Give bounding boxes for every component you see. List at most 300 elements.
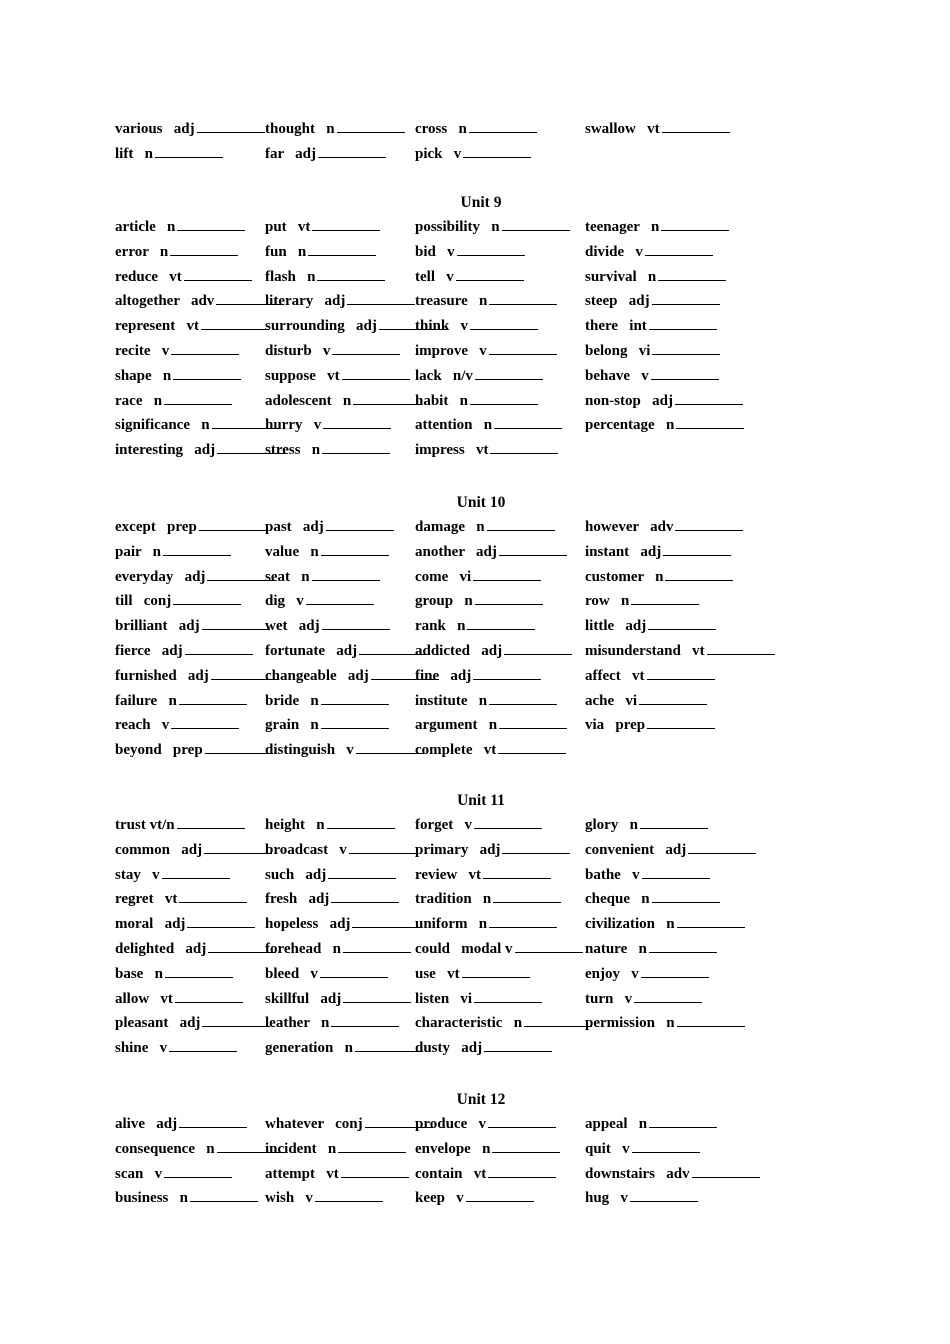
answer-blank[interactable] xyxy=(658,266,726,281)
answer-blank[interactable] xyxy=(169,1037,237,1052)
answer-blank[interactable] xyxy=(331,888,399,903)
answer-blank[interactable] xyxy=(202,1012,270,1027)
answer-blank[interactable] xyxy=(469,118,537,133)
answer-blank[interactable] xyxy=(462,963,530,978)
answer-blank[interactable] xyxy=(343,988,411,1003)
answer-blank[interactable] xyxy=(164,390,232,405)
vocab-word: tradition n xyxy=(415,891,492,908)
answer-blank[interactable] xyxy=(524,1012,592,1027)
vocab-entry xyxy=(265,540,389,565)
vocab-word: customer n xyxy=(585,568,664,585)
answer-blank[interactable] xyxy=(317,266,385,281)
vocab-entry xyxy=(115,142,223,167)
vocab-entry xyxy=(265,1112,433,1137)
vocab-entry xyxy=(265,639,427,664)
answer-blank[interactable] xyxy=(649,1113,717,1128)
vocab-entry xyxy=(265,265,385,290)
vocab-word: bride n xyxy=(265,692,319,709)
vocab-entry xyxy=(265,614,390,639)
answer-blank[interactable] xyxy=(163,541,231,556)
vocab-word: permission n xyxy=(585,1015,675,1032)
vocab-entry xyxy=(115,589,241,614)
vocab-word: moral adj xyxy=(115,916,186,933)
vocab-entry xyxy=(415,1186,534,1211)
vocab-word: convenient adj xyxy=(585,841,687,858)
answer-blank[interactable] xyxy=(463,143,531,158)
answer-blank[interactable] xyxy=(323,414,391,429)
answer-blank[interactable] xyxy=(342,365,410,380)
vocab-entry xyxy=(115,515,267,540)
answer-blank[interactable] xyxy=(202,615,270,630)
vocab-word: enjoy v xyxy=(585,965,639,982)
vocab-entry xyxy=(585,265,726,290)
answer-blank[interactable] xyxy=(308,241,376,256)
vocab-row xyxy=(115,887,855,912)
answer-blank[interactable] xyxy=(456,266,524,281)
answer-blank[interactable] xyxy=(352,913,420,928)
vocab-entry xyxy=(115,1036,237,1061)
vocab-entry xyxy=(415,689,557,714)
answer-blank[interactable] xyxy=(187,913,255,928)
answer-blank[interactable] xyxy=(318,143,386,158)
vocab-entry xyxy=(415,1137,560,1162)
vocab-entry xyxy=(115,1011,270,1036)
vocab-word: behave v xyxy=(585,367,649,384)
answer-blank[interactable] xyxy=(676,414,744,429)
answer-blank[interactable] xyxy=(661,216,729,231)
answer-blank[interactable] xyxy=(356,739,424,754)
vocab-word: nature n xyxy=(585,940,647,957)
answer-blank[interactable] xyxy=(634,988,702,1003)
vocab-entry xyxy=(115,339,239,364)
answer-blank[interactable] xyxy=(312,566,380,581)
vocab-entry xyxy=(415,339,557,364)
answer-blank[interactable] xyxy=(185,640,253,655)
vocab-entry xyxy=(115,265,252,290)
vocab-word: ache vi xyxy=(585,692,638,709)
answer-blank[interactable] xyxy=(470,390,538,405)
answer-blank[interactable] xyxy=(648,615,716,630)
answer-blank[interactable] xyxy=(649,315,717,330)
vocab-row xyxy=(115,1011,855,1036)
vocab-entry xyxy=(415,117,537,142)
answer-blank[interactable] xyxy=(487,516,555,531)
answer-blank[interactable] xyxy=(677,1012,745,1027)
vocab-entry xyxy=(415,1011,592,1036)
answer-blank[interactable] xyxy=(489,290,557,305)
answer-blank[interactable] xyxy=(347,290,415,305)
vocab-word: lack n/v xyxy=(415,367,473,384)
vocab-row xyxy=(115,540,855,565)
vocab-word: civilization n xyxy=(585,916,675,933)
unit-title: Unit 10 xyxy=(456,494,506,511)
answer-blank[interactable] xyxy=(484,1037,552,1052)
vocab-entry xyxy=(265,887,399,912)
answer-blank[interactable] xyxy=(640,814,708,829)
vocab-entry xyxy=(585,614,716,639)
answer-blank[interactable] xyxy=(652,888,720,903)
vocab-word: lift n xyxy=(115,145,153,162)
vocab-word: represent vt xyxy=(115,318,200,335)
vocab-entry xyxy=(585,215,729,240)
answer-blank[interactable] xyxy=(204,839,272,854)
vocab-word: distinguish v xyxy=(265,742,354,759)
vocab-row xyxy=(115,863,855,888)
answer-blank[interactable] xyxy=(170,241,238,256)
vocab-entry xyxy=(115,1112,247,1137)
answer-blank[interactable] xyxy=(197,118,265,133)
vocab-word: altogether adv xyxy=(115,293,215,310)
vocab-word: attention n xyxy=(415,417,493,434)
answer-blank[interactable] xyxy=(663,541,731,556)
vocab-entry xyxy=(585,887,720,912)
answer-blank[interactable] xyxy=(177,814,245,829)
vocab-entry xyxy=(415,962,530,987)
vocab-entry xyxy=(265,738,424,763)
vocab-word: fun n xyxy=(265,243,307,260)
vocab-entry xyxy=(115,540,231,565)
vocab-word: till conj xyxy=(115,593,172,610)
answer-blank[interactable] xyxy=(322,439,390,454)
vocab-entry xyxy=(415,987,542,1012)
answer-blank[interactable] xyxy=(642,864,710,879)
vocab-word: scan v xyxy=(115,1165,163,1182)
answer-blank[interactable] xyxy=(173,365,241,380)
vocab-word: suppose vt xyxy=(265,367,340,384)
answer-blank[interactable] xyxy=(639,690,707,705)
vocab-entry xyxy=(115,117,265,142)
answer-blank[interactable] xyxy=(457,241,525,256)
answer-blank[interactable] xyxy=(171,340,239,355)
answer-blank[interactable] xyxy=(205,739,273,754)
vocab-word: envelope n xyxy=(415,1140,491,1157)
answer-blank[interactable] xyxy=(645,241,713,256)
vocab-entry xyxy=(115,1186,258,1211)
answer-blank[interactable] xyxy=(474,814,542,829)
vocab-entry xyxy=(585,1137,700,1162)
answer-blank[interactable] xyxy=(179,1113,247,1128)
answer-blank[interactable] xyxy=(652,290,720,305)
answer-blank[interactable] xyxy=(490,439,558,454)
vocab-word: various adj xyxy=(115,121,195,137)
answer-blank[interactable] xyxy=(494,414,562,429)
answer-blank[interactable] xyxy=(707,640,775,655)
vocab-entry xyxy=(415,1112,556,1137)
answer-blank[interactable] xyxy=(184,266,252,281)
answer-blank[interactable] xyxy=(498,739,566,754)
vocab-word: could modal v xyxy=(415,940,513,957)
vocab-entry xyxy=(415,265,524,290)
vocab-entry xyxy=(115,389,232,414)
vocab-word: failure n xyxy=(115,692,177,709)
answer-blank[interactable] xyxy=(315,1187,383,1202)
vocab-word: produce v xyxy=(415,1116,486,1132)
vocab-entry xyxy=(265,1137,406,1162)
answer-blank[interactable] xyxy=(326,516,394,531)
answer-blank[interactable] xyxy=(199,516,267,531)
vocab-entry xyxy=(115,639,253,664)
answer-blank[interactable] xyxy=(488,1113,556,1128)
vocab-word: consequence n xyxy=(115,1140,215,1157)
answer-blank[interactable] xyxy=(647,665,715,680)
vocab-entry xyxy=(115,1162,232,1187)
answer-blank[interactable] xyxy=(515,938,583,953)
answer-blank[interactable] xyxy=(493,888,561,903)
vocab-entry xyxy=(265,142,386,167)
vocab-entry xyxy=(115,314,269,339)
answer-blank[interactable] xyxy=(651,365,719,380)
vocab-row xyxy=(115,589,855,614)
answer-blank[interactable] xyxy=(675,516,743,531)
vocab-entry xyxy=(265,937,411,962)
vocab-word: row n xyxy=(585,593,630,610)
vocab-entry xyxy=(415,438,558,463)
vocab-word: reduce vt xyxy=(115,268,182,285)
vocab-entry xyxy=(115,215,245,240)
answer-blank[interactable] xyxy=(675,390,743,405)
vocab-word: regret vt xyxy=(115,891,178,908)
vocab-entry xyxy=(265,1186,383,1211)
answer-blank[interactable] xyxy=(320,963,388,978)
answer-blank[interactable] xyxy=(641,963,709,978)
vocab-entry xyxy=(415,838,570,863)
vocab-word: belong vi xyxy=(585,342,651,359)
vocab-row xyxy=(115,987,855,1012)
vocab-entry xyxy=(415,664,541,689)
answer-blank[interactable] xyxy=(327,814,395,829)
vocab-entry xyxy=(265,664,439,689)
vocab-entry xyxy=(585,639,775,664)
vocab-word: beyond prep xyxy=(115,742,203,759)
vocab-word: shape n xyxy=(115,367,172,384)
vocab-word: listen vi xyxy=(415,990,473,1007)
answer-blank[interactable] xyxy=(331,1012,399,1027)
answer-blank[interactable] xyxy=(353,390,421,405)
vocab-word: shine v xyxy=(115,1040,168,1057)
answer-blank[interactable] xyxy=(338,1138,406,1153)
vocab-entry xyxy=(415,1036,552,1061)
vocab-row xyxy=(115,265,855,290)
vocab-word: tell v xyxy=(415,268,454,285)
answer-blank[interactable] xyxy=(177,216,245,231)
answer-blank[interactable] xyxy=(164,1163,232,1178)
vocab-word: glory n xyxy=(585,817,638,833)
answer-blank[interactable] xyxy=(647,714,715,729)
vocab-entry xyxy=(265,339,400,364)
vocab-word: pick v xyxy=(415,145,462,162)
vocab-word: hurry v xyxy=(265,417,322,434)
vocab-word: error n xyxy=(115,243,169,260)
answer-blank[interactable] xyxy=(466,1187,534,1202)
vocab-entry xyxy=(265,589,374,614)
answer-blank[interactable] xyxy=(179,690,247,705)
vocab-word: wish v xyxy=(265,1190,313,1207)
vocab-word: argument n xyxy=(415,717,498,734)
vocab-word: stay v xyxy=(115,866,160,883)
vocab-word: instant adj xyxy=(585,543,662,560)
vocab-entry xyxy=(415,1162,556,1187)
answer-blank[interactable] xyxy=(171,714,239,729)
vocab-entry xyxy=(585,713,715,738)
answer-blank[interactable] xyxy=(630,1187,698,1202)
vocab-entry xyxy=(265,215,380,240)
vocab-row xyxy=(115,314,855,339)
answer-blank[interactable] xyxy=(474,988,542,1003)
vocab-word: however adv xyxy=(585,519,674,535)
vocab-entry xyxy=(585,240,713,265)
answer-blank[interactable] xyxy=(473,665,541,680)
vocab-word: recite v xyxy=(115,342,170,359)
answer-blank[interactable] xyxy=(179,888,247,903)
answer-blank[interactable] xyxy=(201,315,269,330)
vocab-entry xyxy=(585,540,731,565)
answer-blank[interactable] xyxy=(349,839,417,854)
answer-blank[interactable] xyxy=(502,839,570,854)
answer-blank[interactable] xyxy=(662,118,730,133)
vocab-word: height n xyxy=(265,817,325,833)
answer-blank[interactable] xyxy=(341,1163,409,1178)
answer-blank[interactable] xyxy=(688,839,756,854)
vocab-word: affect vt xyxy=(585,667,645,684)
answer-blank[interactable] xyxy=(692,1163,760,1178)
answer-blank[interactable] xyxy=(328,864,396,879)
unit-title: Unit 12 xyxy=(456,1091,506,1108)
vocab-entry xyxy=(115,289,284,314)
answer-blank[interactable] xyxy=(504,640,572,655)
vocab-word: pair n xyxy=(115,543,161,560)
answer-blank[interactable] xyxy=(155,143,223,158)
answer-blank[interactable] xyxy=(190,1187,258,1202)
vocab-entry xyxy=(415,863,551,888)
vocab-word: bathe v xyxy=(585,866,640,883)
vocab-row xyxy=(115,937,855,962)
vocab-word: habit n xyxy=(415,392,468,409)
answer-blank[interactable] xyxy=(321,714,389,729)
vocab-word: fresh adj xyxy=(265,891,330,908)
vocab-word: rank n xyxy=(415,618,466,635)
vocab-entry xyxy=(415,565,541,590)
vocab-entry xyxy=(265,912,420,937)
vocab-entry xyxy=(585,515,743,540)
answer-blank[interactable] xyxy=(332,340,400,355)
answer-blank[interactable] xyxy=(502,216,570,231)
vocab-word: improve v xyxy=(415,342,487,359)
answer-blank[interactable] xyxy=(470,315,538,330)
answer-blank[interactable] xyxy=(489,340,557,355)
vocab-row xyxy=(115,813,855,838)
vocab-entry xyxy=(585,389,743,414)
answer-blank[interactable] xyxy=(162,864,230,879)
vocab-word: hug v xyxy=(585,1190,628,1207)
vocab-word: changeable adj xyxy=(265,667,369,684)
answer-blank[interactable] xyxy=(467,615,535,630)
answer-blank[interactable] xyxy=(343,938,411,953)
vocab-word: reach v xyxy=(115,717,170,734)
answer-blank[interactable] xyxy=(337,118,405,133)
answer-blank[interactable] xyxy=(483,864,551,879)
answer-blank[interactable] xyxy=(649,938,717,953)
vocab-row xyxy=(115,689,855,714)
answer-blank[interactable] xyxy=(312,216,380,231)
vocab-row xyxy=(115,664,855,689)
answer-blank[interactable] xyxy=(489,690,557,705)
answer-blank[interactable] xyxy=(677,913,745,928)
vocab-entry xyxy=(415,614,535,639)
answer-blank[interactable] xyxy=(473,566,541,581)
vocab-word: primary adj xyxy=(415,841,501,858)
vocab-entry xyxy=(265,389,421,414)
vocab-word: forget v xyxy=(415,817,473,833)
vocab-entry xyxy=(415,314,538,339)
section-continued xyxy=(115,117,855,167)
vocab-row xyxy=(115,738,855,763)
vocab-entry xyxy=(115,713,239,738)
vocab-word: fierce adj xyxy=(115,642,183,659)
vocab-word: past adj xyxy=(265,519,324,535)
vocab-word: possibility n xyxy=(415,219,500,235)
vocab-row xyxy=(115,1162,855,1187)
vocab-word: value n xyxy=(265,543,319,560)
vocab-entry xyxy=(115,987,243,1012)
vocab-word: literary adj xyxy=(265,293,346,310)
vocab-word: allow vt xyxy=(115,990,173,1007)
vocab-word: bid v xyxy=(415,243,455,260)
answer-blank[interactable] xyxy=(652,340,720,355)
vocab-entry xyxy=(265,689,389,714)
answer-blank[interactable] xyxy=(499,714,567,729)
vocab-row xyxy=(115,117,855,142)
answer-blank[interactable] xyxy=(499,541,567,556)
unit-title: Unit 9 xyxy=(460,194,502,211)
answer-blank[interactable] xyxy=(631,590,699,605)
answer-blank[interactable] xyxy=(492,1138,560,1153)
answer-blank[interactable] xyxy=(306,590,374,605)
answer-blank[interactable] xyxy=(173,590,241,605)
vocab-entry xyxy=(265,987,411,1012)
answer-blank[interactable] xyxy=(488,1163,556,1178)
vocab-word: there int xyxy=(585,318,647,335)
answer-blank[interactable] xyxy=(165,963,233,978)
vocab-word: adolescent n xyxy=(265,392,352,409)
vocab-entry xyxy=(265,117,405,142)
vocab-entry xyxy=(265,240,376,265)
vocab-entry xyxy=(265,713,389,738)
vocab-word: article n xyxy=(115,219,176,235)
vocab-entry xyxy=(115,565,275,590)
answer-blank[interactable] xyxy=(475,365,543,380)
answer-blank[interactable] xyxy=(175,988,243,1003)
vocab-word: appeal n xyxy=(585,1116,648,1132)
answer-blank[interactable] xyxy=(475,590,543,605)
vocab-word: keep v xyxy=(415,1190,464,1207)
vocab-word: misunderstand vt xyxy=(585,642,705,659)
vocab-word: flash n xyxy=(265,268,316,285)
answer-blank[interactable] xyxy=(321,541,389,556)
vocab-word: characteristic n xyxy=(415,1015,523,1032)
answer-blank[interactable] xyxy=(489,913,557,928)
vocab-entry xyxy=(265,413,391,438)
vocab-word: far adj xyxy=(265,145,316,162)
vocab-word: divide v xyxy=(585,243,643,260)
answer-blank[interactable] xyxy=(665,566,733,581)
vocab-entry xyxy=(265,962,388,987)
vocab-word: complete vt xyxy=(415,742,497,759)
answer-blank[interactable] xyxy=(355,1037,423,1052)
answer-blank[interactable] xyxy=(321,690,389,705)
answer-blank[interactable] xyxy=(322,615,390,630)
section-unit-10 xyxy=(115,490,855,763)
answer-blank[interactable] xyxy=(632,1138,700,1153)
